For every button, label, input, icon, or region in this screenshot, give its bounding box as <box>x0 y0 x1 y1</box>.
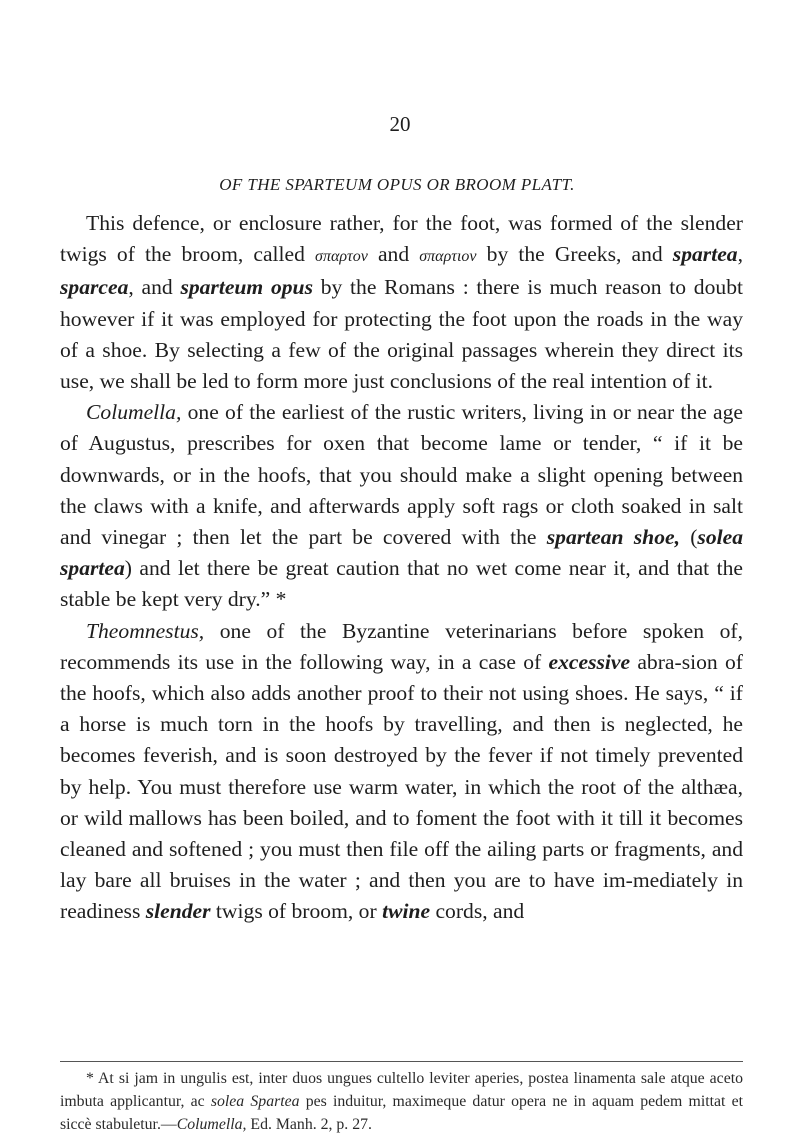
body-text <box>60 208 743 928</box>
footnote <box>60 1067 743 1136</box>
paragraph-2: Columella, one of the earliest of the rustic writers, living in or near the age of Augustus, prescribes for oxen that become lame or tender, “ if it be downwards, or in the hoofs, that you should make a slight opening between the claws with a knife, and afterwards apply soft rags or cloth soaked in salt and vinegar ; then let the part be covered with the spartean shoe, (solea spartea) and let there be great caution that no wet come near it, and that the stable be kept very dry.” * <box>60 400 744 612</box>
page-number: 20 <box>389 112 411 136</box>
footnote-divider <box>60 1061 743 1062</box>
paragraph-3: Theomnestus, one of the Byzantine veterinarians before spoken of, recommends its use in the following way, in a case of excessive abra-sion of the hoofs, which also adds another proof to their not using shoes. He says, “ if a horse is much torn in the hoofs by travelling, and then is neglected, he becomes feverish, and is soon destroyed by the fever if not timely prevented by help. You must therefore use warm water, in which the root of the althæa, or wild mallows has been boiled, and to foment the foot with it till it becomes cleaned and softened ; you must then file off the ailing parts or fragments, and lay bare all bruises in the water ; and then you are to have im-mediately in readiness slender twigs of broom, or twine cords, and <box>60 618 743 924</box>
footnote-text: * At si jam in ungulis est, inter duos ungues cultello leviter aperies, postea linamenta sale atque aceto imbuta applicantur, ac solea Spartea pes induitur, maximeque datur opera ne in aquam pedem mittat et siccè stabuletur.—Columella, Ed. Manh. 2, p. 27. <box>60 1070 743 1133</box>
page-heading: OF THE SPARTEUM OPUS OR BROOM PLATT. <box>219 175 575 194</box>
paragraph-1: This defence, or enclosure rather, for the foot, was formed of the slender twigs of the broom, called σπαρτον and σπαρτιον by the Greeks, and spartea, sparcea, and sparteum opus by the Romans : there is much reason to doubt however if it was employed for protecting the foot upon the roads in the way of a shoe. By selecting a few of the original passages wherein they direct its use, we shall be led to form more just conclusions of the real intention of it. <box>60 211 743 394</box>
